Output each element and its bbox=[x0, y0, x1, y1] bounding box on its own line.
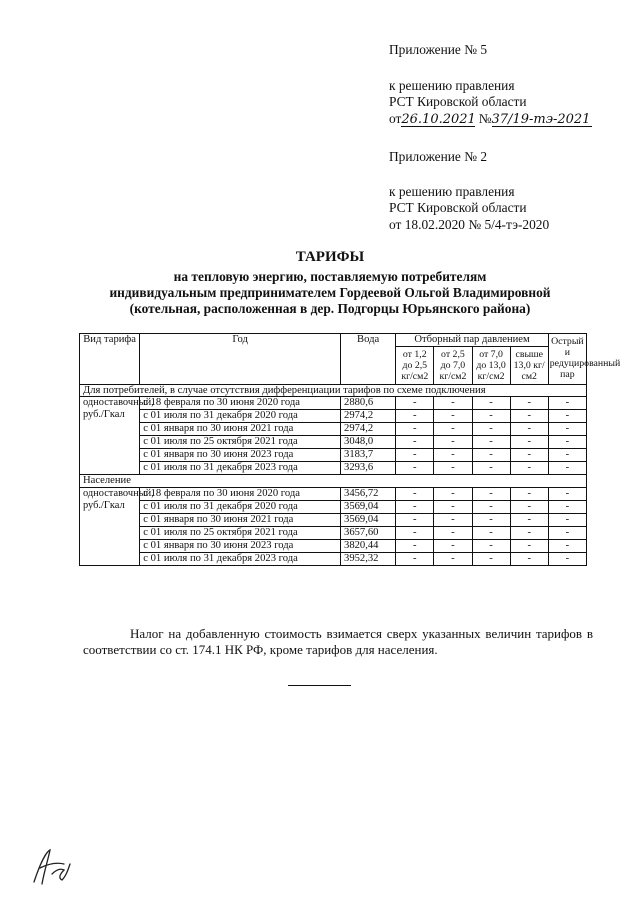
document-title bbox=[60, 249, 600, 317]
table-row bbox=[80, 552, 587, 565]
period-cell: с 01 января по 30 июня 2021 года bbox=[140, 423, 341, 436]
period-cell: с 18 февраля по 30 июня 2020 года bbox=[140, 397, 341, 410]
dash-cell: - bbox=[548, 500, 586, 513]
title-main: ТАРИФЫ bbox=[295, 249, 365, 265]
period-cell: с 18 февраля по 30 июня 2020 года bbox=[140, 487, 341, 500]
annex-5-line2: РСТ Кировской области bbox=[389, 94, 527, 109]
tariff-kind-cell: одноставочный, руб./Гкал bbox=[80, 397, 140, 475]
section-2-rows bbox=[80, 487, 587, 565]
water-value-cell: 3952,32 bbox=[341, 552, 396, 565]
period-cell: с 01 июля по 31 декабря 2020 года bbox=[140, 410, 341, 423]
table-row bbox=[80, 410, 587, 423]
dash-cell: - bbox=[510, 500, 548, 513]
dash-cell: - bbox=[472, 436, 510, 449]
dash-cell: - bbox=[510, 410, 548, 423]
water-value-cell: 3820,44 bbox=[341, 539, 396, 552]
water-value-cell: 2880,6 bbox=[341, 397, 396, 410]
header-steam: Отборный пар давлением bbox=[396, 334, 549, 347]
dash-cell: - bbox=[396, 539, 434, 552]
dash-cell: - bbox=[396, 410, 434, 423]
period-cell: с 01 июля по 25 октября 2021 года bbox=[140, 526, 341, 539]
period-cell: с 01 июля по 31 декабря 2023 года bbox=[140, 462, 341, 475]
period-cell: с 01 января по 30 июня 2023 года bbox=[140, 539, 341, 552]
header-pressure-2: от 2,5 до 7,0 кг/см2 bbox=[434, 346, 472, 384]
annex-2-title: Приложение № 2 bbox=[389, 149, 488, 164]
dash-cell: - bbox=[396, 513, 434, 526]
dash-cell: - bbox=[510, 513, 548, 526]
table-row bbox=[80, 500, 587, 513]
water-value-cell: 3569,04 bbox=[341, 500, 396, 513]
table-row bbox=[80, 539, 587, 552]
dash-cell: - bbox=[396, 500, 434, 513]
dash-cell: - bbox=[548, 423, 586, 436]
annex-5-line1: к решению правления bbox=[389, 77, 515, 93]
dash-cell: - bbox=[548, 436, 586, 449]
dash-cell: - bbox=[548, 410, 586, 423]
table-row bbox=[80, 449, 587, 462]
dash-cell: - bbox=[396, 423, 434, 436]
header-kind: Вид тарифа bbox=[80, 334, 140, 385]
dash-cell: - bbox=[472, 513, 510, 526]
dash-cell: - bbox=[434, 436, 472, 449]
dash-cell: - bbox=[548, 513, 586, 526]
water-value-cell: 3048,0 bbox=[341, 436, 396, 449]
dash-cell: - bbox=[548, 462, 586, 475]
dash-cell: - bbox=[510, 462, 548, 475]
water-value-cell: 3293,6 bbox=[341, 462, 396, 475]
vat-note: Налог на добавленную стоимость взимается сверх указанных величин тарифов в соответствии со ст. 174.1 НК РФ, кроме тарифов для населения. bbox=[83, 626, 593, 657]
dash-cell: - bbox=[472, 410, 510, 423]
tariffs-table bbox=[79, 333, 621, 566]
dash-cell: - bbox=[472, 462, 510, 475]
dash-cell: - bbox=[472, 423, 510, 436]
dash-cell: - bbox=[510, 539, 548, 552]
separator-line bbox=[288, 685, 351, 686]
dash-cell: - bbox=[434, 552, 472, 565]
dash-cell: - bbox=[396, 436, 434, 449]
dash-cell: - bbox=[472, 397, 510, 410]
dash-cell: - bbox=[434, 423, 472, 436]
dash-cell: - bbox=[548, 526, 586, 539]
dash-cell: - bbox=[510, 397, 548, 410]
dash-cell: - bbox=[472, 539, 510, 552]
annex-5-date-prefix: от bbox=[389, 110, 402, 126]
dash-cell: - bbox=[472, 449, 510, 462]
annex-5-date-line bbox=[389, 111, 592, 128]
table-row bbox=[80, 462, 587, 475]
dash-cell: - bbox=[548, 539, 586, 552]
period-cell: с 01 января по 30 июня 2021 года bbox=[140, 513, 341, 526]
dash-cell: - bbox=[434, 462, 472, 475]
tariff-kind-cell: одноставочный, руб./Гкал bbox=[80, 487, 140, 565]
header-pressure-3: от 7,0 до 13,0 кг/см2 bbox=[472, 346, 510, 384]
section-1-rows bbox=[80, 397, 587, 475]
table-row bbox=[80, 513, 587, 526]
table-row bbox=[80, 526, 587, 539]
header-year: Год bbox=[140, 334, 341, 385]
table-row bbox=[80, 487, 587, 500]
dash-cell: - bbox=[396, 487, 434, 500]
header-water: Вода bbox=[341, 334, 396, 385]
section-label: Для потребителей, в случае отсутствия дифференциации тарифов по схеме подключения bbox=[80, 384, 587, 397]
period-cell: с 01 июля по 31 декабря 2020 года bbox=[140, 500, 341, 513]
table-row bbox=[80, 397, 587, 410]
period-cell: с 01 июля по 31 декабря 2023 года bbox=[140, 552, 341, 565]
period-cell: с 01 июля по 25 октября 2021 года bbox=[140, 436, 341, 449]
water-value-cell: 3657,60 bbox=[341, 526, 396, 539]
water-value-cell: 2974,2 bbox=[341, 423, 396, 436]
annex-2-line3: от 18.02.2020 № 5/4-тэ-2020 bbox=[389, 216, 550, 232]
annex-5-handwritten-date: 26.10.2021 bbox=[401, 111, 476, 127]
dash-cell: - bbox=[434, 397, 472, 410]
table-row bbox=[80, 423, 587, 436]
title-line2: индивидуальным предпринимателем Гордеевой Ольгой Владимировной bbox=[109, 285, 551, 300]
dash-cell: - bbox=[434, 500, 472, 513]
dash-cell: - bbox=[472, 500, 510, 513]
signature-mark bbox=[30, 844, 74, 888]
dash-cell: - bbox=[396, 462, 434, 475]
water-value-cell: 2974,2 bbox=[341, 410, 396, 423]
dash-cell: - bbox=[510, 526, 548, 539]
header-sharp-steam: Острый и редуцированный пар bbox=[548, 334, 586, 385]
annex-5-handwritten-number: 37/19-тэ-2021 bbox=[491, 111, 591, 127]
annex-5-number-prefix: № bbox=[478, 110, 492, 126]
dash-cell: - bbox=[548, 487, 586, 500]
annex-5-header bbox=[389, 42, 592, 127]
dash-cell: - bbox=[434, 449, 472, 462]
annex-2-line1: к решению правления bbox=[389, 183, 515, 199]
dash-cell: - bbox=[434, 487, 472, 500]
dash-cell: - bbox=[472, 487, 510, 500]
dash-cell: - bbox=[396, 449, 434, 462]
header-pressure-1: от 1,2 до 2,5 кг/см2 bbox=[396, 346, 434, 384]
water-value-cell: 3456,72 bbox=[341, 487, 396, 500]
water-value-cell: 3569,04 bbox=[341, 513, 396, 526]
dash-cell: - bbox=[434, 410, 472, 423]
dash-cell: - bbox=[434, 539, 472, 552]
title-line3: (котельная, расположенная в дер. Подгорцы Юрьянского района) bbox=[129, 301, 531, 316]
section-label: Население bbox=[80, 475, 587, 488]
dash-cell: - bbox=[510, 552, 548, 565]
dash-cell: - bbox=[472, 526, 510, 539]
dash-cell: - bbox=[472, 552, 510, 565]
annex-2-line2: РСТ Кировской области bbox=[389, 200, 527, 215]
dash-cell: - bbox=[548, 449, 586, 462]
dash-cell: - bbox=[396, 397, 434, 410]
dash-cell: - bbox=[434, 526, 472, 539]
dash-cell: - bbox=[548, 552, 586, 565]
annex-5-title: Приложение № 5 bbox=[389, 42, 488, 57]
dash-cell: - bbox=[434, 513, 472, 526]
dash-cell: - bbox=[548, 397, 586, 410]
dash-cell: - bbox=[396, 552, 434, 565]
dash-cell: - bbox=[510, 449, 548, 462]
dash-cell: - bbox=[510, 487, 548, 500]
dash-cell: - bbox=[396, 526, 434, 539]
title-line1: на тепловую энергию, поставляемую потребителям bbox=[173, 269, 487, 284]
period-cell: с 01 января по 30 июня 2023 года bbox=[140, 449, 341, 462]
dash-cell: - bbox=[510, 423, 548, 436]
dash-cell: - bbox=[510, 436, 548, 449]
table-row bbox=[80, 436, 587, 449]
annex-2-header bbox=[389, 149, 549, 233]
header-pressure-4: свыше 13,0 кг/см2 bbox=[510, 346, 548, 384]
water-value-cell: 3183,7 bbox=[341, 449, 396, 462]
